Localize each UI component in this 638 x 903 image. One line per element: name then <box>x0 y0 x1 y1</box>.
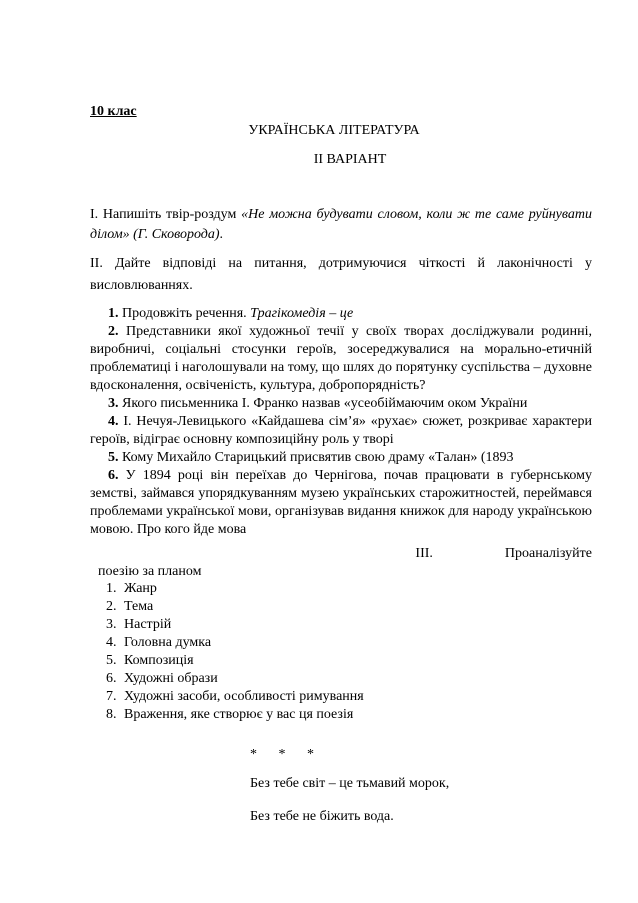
analysis-plan-list <box>106 580 364 724</box>
question-item <box>90 467 592 539</box>
question-text: Кому Михайло Старицький присвятив свою драму «Талан» (1893 <box>122 450 514 465</box>
question-italic: Трагікомедія – це <box>250 306 354 321</box>
plan-item-label: Головна думка <box>124 635 212 650</box>
question-number: 4. <box>108 414 119 429</box>
question-item <box>90 395 592 413</box>
plan-item <box>106 652 364 670</box>
plan-item <box>106 598 364 616</box>
plan-item <box>106 616 364 634</box>
task-3-rest: поезію за планом <box>98 564 202 579</box>
question-text: Продовжіть речення. <box>122 306 251 321</box>
plan-item-number: 4. <box>106 635 117 650</box>
task-1 <box>90 205 592 245</box>
question-item <box>90 413 592 449</box>
question-number: 3. <box>108 396 119 411</box>
task-1-suffix: . <box>219 227 224 242</box>
variant-title: ІІ ВАРІАНТ <box>313 152 387 167</box>
task-3-word: Проаналізуйте <box>504 546 592 561</box>
question-text: Представники якої художньої течії у своїх творах досліджували родинні, виробничі, соціальні стосунки героїв, зосереджувалися на морально-етичній проблематиці і наголошували на тому, що шлях до порятунку суспільства – духовне вдосконалення, освіченість, культура, добропорядність? <box>90 324 593 393</box>
question-list <box>90 305 592 539</box>
question-number: 1. <box>108 306 119 321</box>
task-1-prefix: І. Напишіть твір-роздум <box>90 207 242 222</box>
question-text: Якого письменника І. Франко назвав «усеобіймаючим оком України <box>122 396 528 411</box>
task-3 <box>98 545 592 581</box>
question-item <box>90 323 592 395</box>
plan-item <box>106 670 364 688</box>
plan-item-label: Жанр <box>124 581 157 596</box>
plan-item-number: 2. <box>106 599 117 614</box>
question-number: 6. <box>108 468 119 483</box>
plan-item-number: 3. <box>106 617 117 632</box>
grade-heading: 10 клас <box>90 104 137 119</box>
plan-item-number: 1. <box>106 581 117 596</box>
plan-item-number: 6. <box>106 671 117 686</box>
plan-item-label: Настрій <box>124 617 172 632</box>
plan-item <box>106 688 364 706</box>
poem-separator: * * * <box>250 747 323 762</box>
plan-item <box>106 706 364 724</box>
question-number: 5. <box>108 450 119 465</box>
plan-item-label: Художні засоби, особливості римування <box>124 689 364 704</box>
question-text: У 1894 році він переїхав до Чернігова, почав працювати в губернському земстві, займався упорядкуванням музею українських старожитностей, переймався проблемами української мови, організував видання книжок для народу українською мовою. Про кого йде мова <box>90 468 592 537</box>
task-1-quote: «Не можна будувати словом, коли ж те саме руйнувати ділом» (Г. Сковорода) <box>90 207 592 242</box>
plan-item-label: Враження, яке створює у вас ця поезія <box>124 707 354 722</box>
poem-line: Без тебе не біжить вода. <box>250 809 394 824</box>
plan-item-number: 7. <box>106 689 117 704</box>
question-text: І. Нечуя-Левицького «Кайдашева сім’я» «рухає» сюжет, розкриває характери героїв, відіграє основну композиційну роль у творі <box>90 414 592 447</box>
subject-title: УКРАЇНСЬКА ЛІТЕРАТУРА <box>248 123 420 138</box>
plan-item-label: Тема <box>124 599 154 614</box>
plan-item <box>106 634 364 652</box>
question-number: 2. <box>108 324 119 339</box>
plan-item <box>106 580 364 598</box>
question-item <box>90 305 592 323</box>
plan-item-number: 8. <box>106 707 117 722</box>
plan-item-label: Композиція <box>124 653 194 668</box>
question-item <box>90 449 592 467</box>
task-3-heading <box>98 545 592 563</box>
plan-item-label: Художні образи <box>124 671 218 686</box>
task-3-number: ІІІ. <box>415 546 433 561</box>
poem-line: Без тебе світ – це тьмавий морок, <box>250 776 450 791</box>
plan-item-number: 5. <box>106 653 117 668</box>
task-2: ІІ. Дайте відповіді на питання, дотримуючися чіткості й лаконічності у висловлюваннях. <box>90 256 592 293</box>
